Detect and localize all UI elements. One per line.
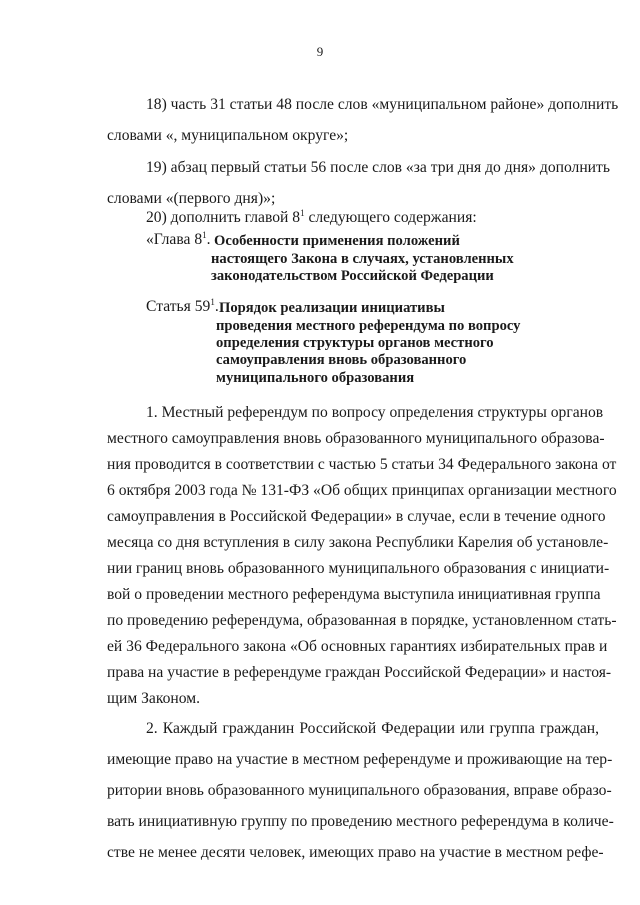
article-title-line-4: самоуправления вновь образованного [216, 352, 467, 368]
para-1-line: самоуправления в Российской Федерации» в случае, если в течение одного [107, 508, 606, 525]
item-18-line-2: словами «, муниципальном округе»; [107, 127, 349, 144]
item-19-line-2: словами «(первого дня)»; [107, 190, 276, 207]
article-title-line-5: муниципального образования [216, 370, 415, 386]
para-1-line-last: щим Законом. [107, 690, 201, 707]
para-2-line: ритории вновь образованного муниципального образования, вправе образо- [107, 782, 612, 799]
chapter-title-line-1: Особенности применения положений [214, 233, 460, 249]
para-1-line: ей 36 Федерального закона «Об основных гарантиях избирательных прав и [107, 638, 608, 655]
article-label [146, 298, 219, 316]
para-1-line: ния проводится в соответствии с частью 5 статьи 34 Федерального закона от [107, 456, 617, 473]
para-1-line: месяца со дня вступления в силу закона Республики Карелия об установле- [107, 534, 609, 551]
article-dot: . [214, 298, 219, 315]
page-number: 9 [316, 44, 324, 59]
chapter-superscript: 1 [202, 230, 207, 240]
item-20-text-post: следующего содержания: [304, 209, 477, 226]
para-1-line: вой о проведении местного референдума выступила инициативная группа [107, 586, 601, 603]
para-1-line: 1. Местный референдум по вопросу определения структуры органов [146, 404, 604, 421]
article-title-line-3: определения структуры органов местного [216, 335, 494, 351]
para-2-line: 2. Каждый гражданин Российской Федерации или группа граждан, [146, 720, 599, 737]
chapter-dot: . [206, 231, 211, 248]
article-superscript: 1 [210, 297, 215, 307]
article-title-line-1: Порядок реализации инициативы [219, 300, 445, 316]
para-1-line: права на участие в референдуме граждан Российской Федерации» и настоя- [107, 664, 612, 681]
item-20-text-pre: 20) дополнить главой 8 [146, 209, 301, 226]
para-1-line: нии границ вновь образованного муниципального образования с инициати- [107, 560, 610, 577]
chapter-prefix: «Глава 8 [146, 231, 203, 248]
chapter-title-line-2: настоящего Закона в случаях, установленных [211, 251, 514, 267]
item-19-line-1: 19) абзац первый статьи 56 после слов «за три дня до дня» дополнить [146, 159, 610, 176]
para-1-line: местного самоуправления вновь образованного муниципального образова- [107, 430, 605, 447]
para-1-line: по проведению референдума, образованная в порядке, установленном стать- [107, 612, 617, 629]
chapter-title-line-3: законодательством Российской Федерации [211, 268, 494, 284]
para-2-line: вать инициативную группу по проведению местного референдума в количе- [107, 813, 614, 830]
item-20-line [146, 209, 477, 227]
chapter-label [146, 231, 211, 249]
para-1-line: 6 октября 2003 года № 131-ФЗ «Об общих принципах организации местного [107, 482, 617, 499]
article-title-line-2: проведения местного референдума по вопросу [216, 318, 521, 334]
para-2-line: стве не менее десяти человек, имеющих право на участие в местном рефе- [107, 844, 604, 861]
item-18-line-1: 18) часть 31 статьи 48 после слов «муниципальном районе» дополнить [146, 96, 619, 113]
para-2-line: имеющие право на участие в местном референдуме и проживающие на тер- [107, 751, 613, 768]
item-20-superscript: 1 [300, 208, 305, 218]
article-prefix: Статья 59 [146, 298, 211, 315]
